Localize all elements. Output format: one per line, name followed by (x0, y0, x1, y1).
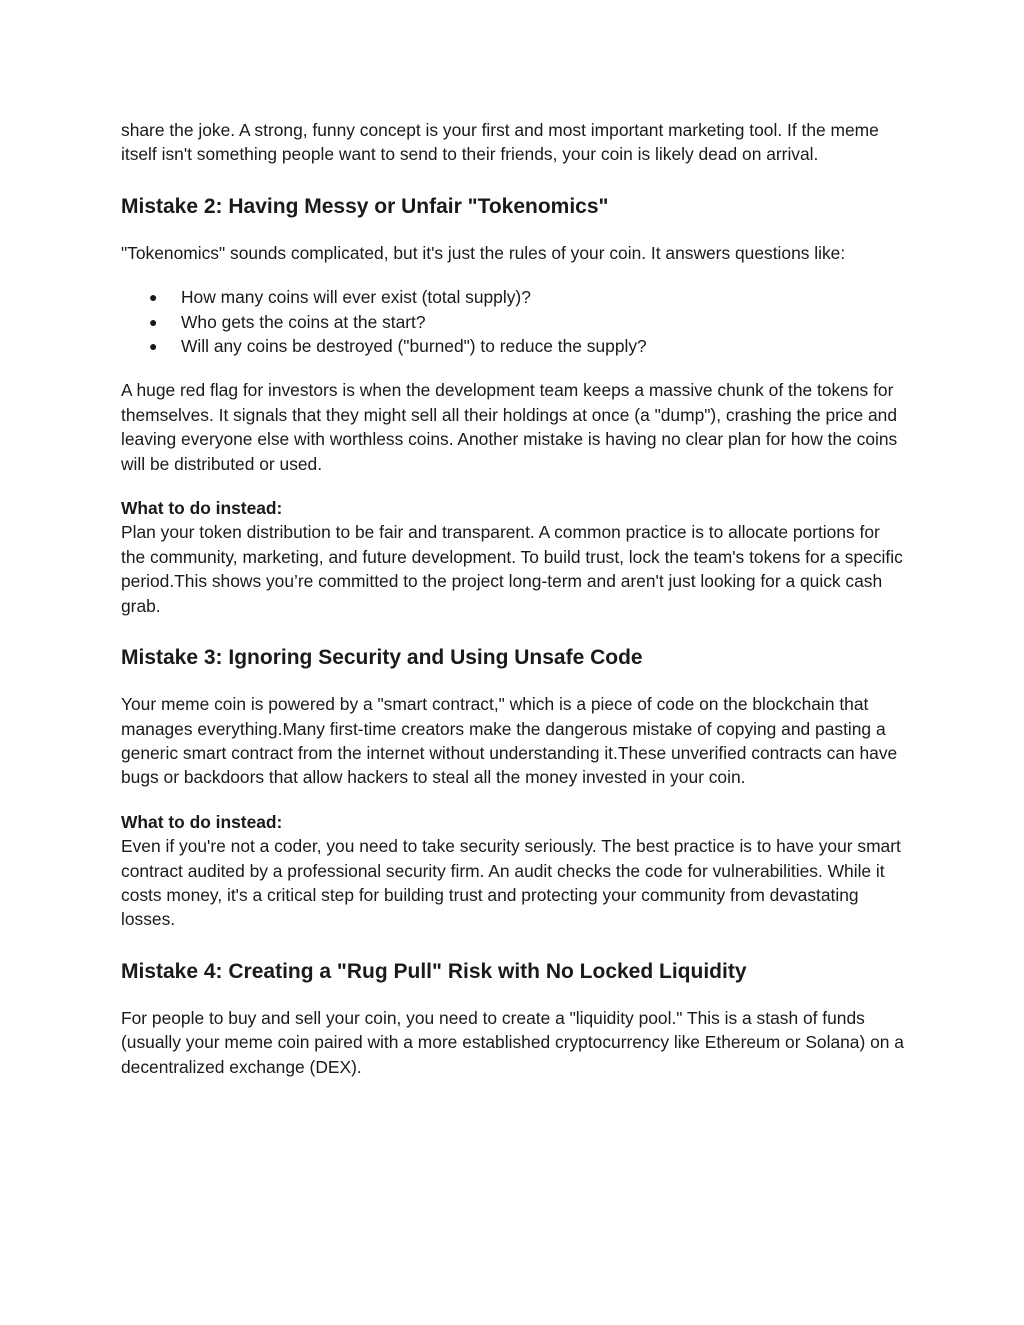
section-2-heading: Mistake 2: Having Messy or Unfair "Tokenomics" (121, 194, 609, 218)
section-2-instead-text: Plan your token distribution to be fair and transparent. A common practice is to allocate portions for the community, marketing, and future development. To build trust, lock the team's tokens for a specific period.This shows you’re committed to the project long-term and aren't just looking for a quick cash grab. (121, 522, 903, 616)
section-2-body: A huge red flag for investors is when the development team keeps a massive chunk of the tokens for themselves. It signals that they might sell all their holdings at once (a "dump"), crashing the price and leaving everyone else with worthless coins. Another mistake is having no clear plan for how the coins will be distributed or used. (121, 380, 898, 474)
list-item-text: Will any coins be destroyed ("burned") to reduce the supply? (181, 336, 647, 357)
document-page (121, 118, 906, 1079)
list-item-text: Who gets the coins at the start? (181, 311, 426, 332)
what-to-do-instead-label: What to do instead: (121, 498, 283, 519)
section-4-body: For people to buy and sell your coin, you need to create a "liquidity pool." This is a stash of funds (usually your meme coin paired with a more established cryptocurrency like Ethereum or Solana) on a decentralized exchange (DEX). (121, 1007, 904, 1077)
section-4-heading: Mistake 4: Creating a "Rug Pull" Risk with No Locked Liquidity (121, 959, 747, 983)
list-item-text: How many coins will ever exist (total supply)? (181, 287, 531, 308)
list-item (121, 285, 906, 309)
tokenomics-question-list (121, 285, 906, 358)
bullet-icon: ● (149, 338, 158, 355)
section-2-instead (121, 496, 906, 618)
list-item (121, 310, 906, 334)
what-to-do-instead-label: What to do instead: (121, 811, 283, 832)
section-3-instead-text: Even if you're not a coder, you need to take security seriously. The best practice is to have your smart contract audited by a professional security firm. An audit checks the code for vulnerabilities. While it costs money, it's a critical step for building trust and protecting your community from devastating losses. (121, 836, 901, 930)
section-3-body: Your meme coin is powered by a "smart contract," which is a piece of code on the blockchain that manages everything.Many first-time creators make the dangerous mistake of copying and pasting a generic smart contract from the internet without understanding it.These unverified contracts can have bugs or backdoors that allow hackers to steal all the money invested in your coin. (121, 694, 898, 788)
intro-paragraph: share the joke. A strong, funny concept is your first and most important marketing tool. If the meme itself isn't something people want to send to their friends, your coin is likely dead on arrival. (121, 120, 879, 165)
section-3-instead (121, 810, 906, 932)
bullet-icon: ● (149, 313, 158, 330)
section-3-heading: Mistake 3: Ignoring Security and Using Unsafe Code (121, 646, 643, 670)
bullet-icon: ● (149, 289, 158, 306)
list-item (121, 334, 906, 358)
section-2-intro: "Tokenomics" sounds complicated, but it's just the rules of your coin. It answers questions like: (121, 242, 846, 263)
